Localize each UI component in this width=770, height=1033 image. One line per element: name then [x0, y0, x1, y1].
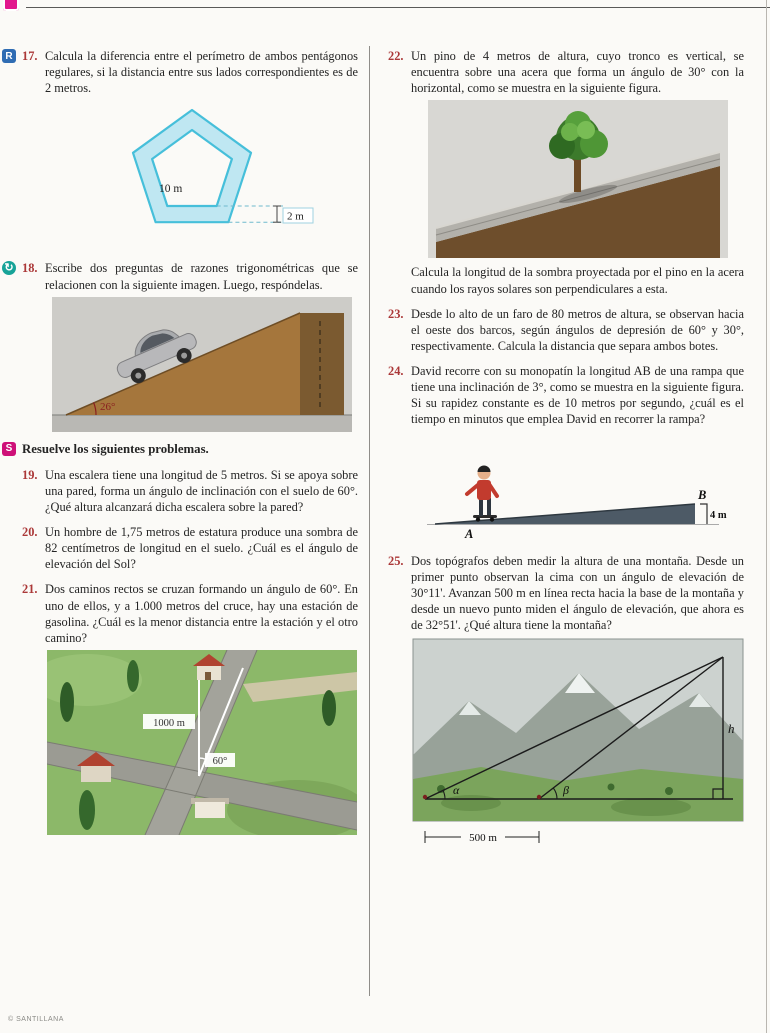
surveyor-point	[537, 795, 541, 799]
gas-station-icon	[191, 798, 229, 818]
problem-number: 17.	[22, 49, 38, 63]
problem-number: 25.	[388, 553, 404, 568]
base-distance-label: 500 m	[469, 832, 497, 845]
problem-20	[22, 524, 358, 572]
problem-text: Escribe dos preguntas de razones trigonométricas que se relacionen con la siguiente imagen. Luego, respóndelas.	[45, 261, 358, 292]
problem-text-continued: Calcula la longitud de la sombra proyectada por el pino en la acera cuando los rayos solares son perpendiculares a esta.	[411, 265, 744, 296]
problem-text: Desde lo alto de un faro de 80 metros de altura, se observan hacia el oeste dos barcos, según ángulos de depresión de 60° y 30°, respectivamente. Calcula la distancia que separa ambos botes.	[411, 306, 744, 353]
page-top-rule	[26, 7, 770, 8]
problem-number: 18.	[22, 261, 38, 276]
pentagon-figure	[87, 100, 317, 250]
tree-slope-figure	[428, 100, 728, 258]
surveyor-point	[423, 795, 427, 799]
tree-icon	[79, 790, 95, 830]
problem-21	[22, 581, 358, 835]
page-corner-icon	[3, 0, 19, 11]
car-ramp-figure	[52, 297, 352, 432]
skateboarder-icon	[467, 465, 497, 521]
problem-text: David recorre con su monopatín la longitud AB de una rampa que tiene una inclinación de 3°, como se muestra en la siguiente figura. Si su rapidez constante es de 10 metros por segundo, ¿cuál es el tiempo en minutos que emplea David en recorrer la rampa?	[411, 364, 744, 427]
reasoning-badge-icon: R	[2, 49, 16, 63]
left-column	[4, 48, 358, 845]
tree-icon	[322, 690, 336, 726]
problem-19	[22, 467, 358, 515]
roads-angle-label: 60°	[212, 755, 227, 767]
solve-badge-icon: S	[2, 442, 16, 456]
tree-icon	[60, 682, 74, 722]
problem-17	[5, 48, 358, 250]
problem-text: Dos caminos rectos se cruzan formando un ángulo de 60°. En uno de ellos, y a 1.000 metros del cruce, hay una estación de gasolina. ¿Cuál es la menor distancia entre la estación y el otro camino?	[45, 582, 358, 645]
page-edge-line	[766, 0, 767, 1033]
problem-25	[388, 553, 744, 846]
angle-beta-label: β	[563, 783, 569, 798]
tree-icon	[608, 784, 615, 791]
problem-23	[388, 306, 744, 354]
angle-alpha-label: α	[453, 783, 460, 798]
pentagon-gap-label: 2 m	[286, 210, 304, 223]
skate-ramp-figure	[419, 432, 737, 544]
height-label: h	[728, 721, 735, 737]
mountain-figure	[411, 637, 746, 845]
problem-22	[388, 48, 744, 297]
right-column	[388, 48, 744, 854]
ramp-point-a-label: A	[464, 526, 473, 541]
ramp-angle-label: 26°	[99, 400, 115, 413]
problem-number: 22.	[388, 49, 404, 63]
copyright-text: © SANTILLANA	[8, 1016, 64, 1023]
problem-number: 20.	[22, 525, 38, 539]
problem-number: 21.	[22, 582, 38, 597]
problem-text: Dos topógrafos deben medir la altura de una montaña. Desde un primer punto observan la cima con un ángulo de elevación de 30°11'. Avanzan 500 m en línea recta hacia la base de la montaña y desde un nuevo punto miden el ángulo de elevación, que ahora es de 32°51'. ¿Qué altura tiene la montaña?	[411, 553, 744, 632]
pentagon-side-label: 10 m	[158, 183, 182, 196]
problem-text: Un hombre de 1,75 metros de estatura produce una sombra de 82 centímetros de longitud en el suelo. ¿Cuál es el ángulo de elevación del Sol?	[45, 525, 358, 572]
problem-number: 23.	[388, 306, 404, 321]
problem-text: Calcula la diferencia entre el perímetro de ambos pentágonos regulares, si la distancia entre sus lados correspondientes es de 2 metros.	[45, 49, 358, 96]
section-heading	[5, 441, 358, 457]
ramp-point-b-label: B	[697, 487, 706, 502]
ramp-height-label: 4 m	[709, 509, 727, 521]
roads-distance-label: 1000 m	[152, 717, 185, 729]
problem-24	[388, 363, 744, 544]
problem-number: 24.	[388, 364, 404, 378]
problem-number: 19.	[22, 467, 38, 482]
section-title: Resuelve los siguientes problemas.	[22, 441, 209, 456]
roads-figure	[47, 650, 357, 835]
problem-text: Un pino de 4 metros de altura, cuyo tronco es vertical, se encuentra sobre una acera que forma un ángulo de 30° con la horizontal, como se muestra en la siguiente figura.	[411, 49, 744, 96]
problem-18	[4, 260, 358, 431]
column-divider	[369, 46, 370, 996]
spiral-badge-icon: ↻	[2, 261, 16, 275]
problem-text: Una escalera tiene una longitud de 5 metros. Si se apoya sobre una pared, forma un ángulo de inclinación con el suelo de 60°. ¿Qué altura alcanzará dicha escalera sobre la pared?	[45, 467, 358, 514]
tree-icon	[127, 660, 139, 692]
tree-icon	[665, 787, 673, 795]
